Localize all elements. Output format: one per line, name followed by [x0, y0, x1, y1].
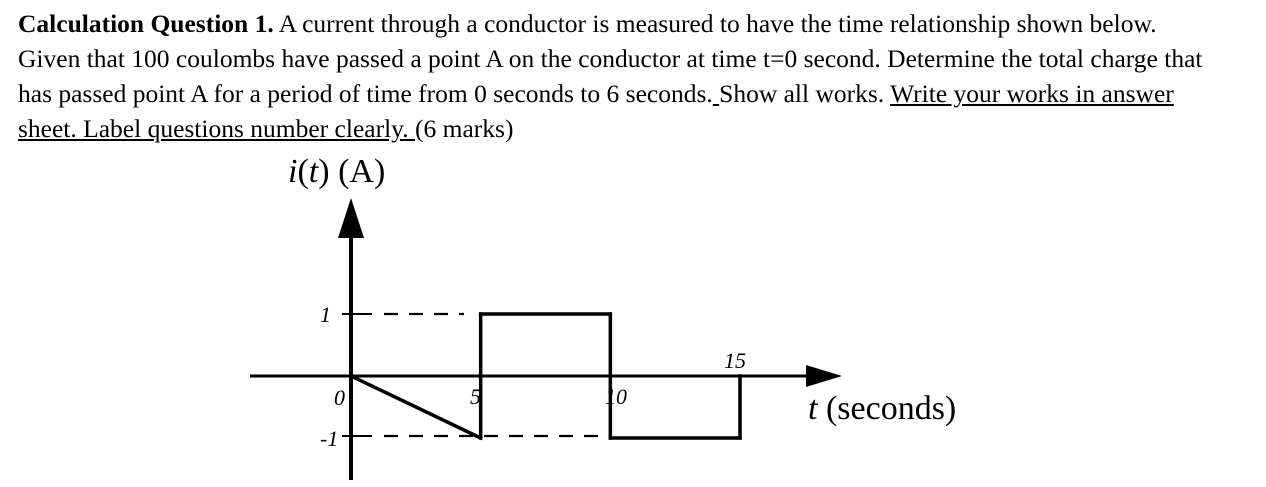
question-heading: Calculation Question 1.	[18, 9, 274, 38]
x-tick-label-10: 10	[605, 384, 627, 409]
y-tick-label-1: 1	[320, 302, 331, 327]
show-work-instruction: Show all works.	[719, 79, 891, 108]
x-axis-label	[808, 390, 956, 427]
answer-sheet-instruction: Write your works in answer sheet. Label questions number clearly.	[18, 79, 1174, 143]
question-body: A current through a conductor is measured to have the time relationship shown below. Given that 100 coulombs have passed a point A on the conductor at time t=0 second. Determine the total charge that has passed point A for a period of time from 0 seconds to 6 seconds.	[18, 9, 1203, 108]
y-axis-var: t	[308, 153, 319, 190]
x-tick-label-0: 0	[334, 385, 345, 410]
x-axis-arrow	[806, 365, 842, 387]
y-axis-arrow	[338, 198, 364, 238]
y-tick-label-neg1: -1	[320, 426, 339, 451]
marks-label: (6 marks)	[415, 114, 514, 143]
x-axis-var: t	[808, 390, 818, 427]
x-axis-unit: (seconds)	[825, 390, 957, 427]
x-tick-label-15: 15	[724, 348, 746, 373]
series-segment	[351, 376, 481, 438]
x-tick-label-5: 5	[470, 384, 481, 409]
y-axis-unit: (A)	[338, 153, 386, 190]
y-axis-label: i(t) (A)	[288, 153, 386, 190]
y-axis-func: i	[288, 153, 298, 190]
